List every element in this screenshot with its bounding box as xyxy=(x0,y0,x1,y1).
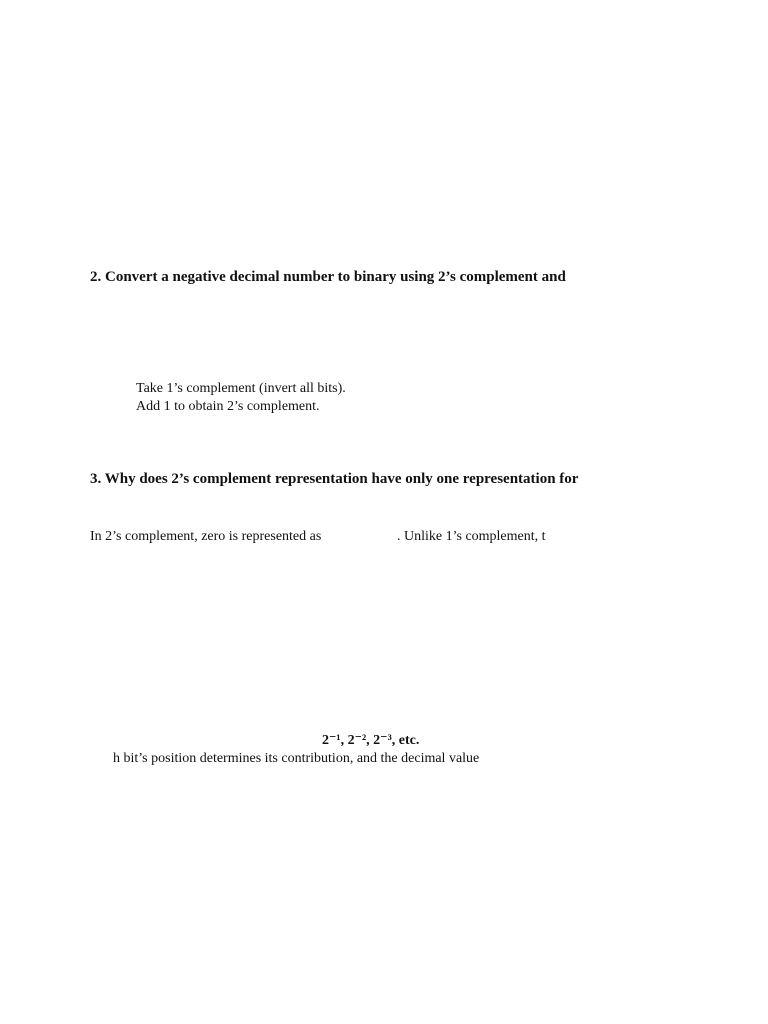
q2-step-add-one: Add 1 to obtain 2’s complement. xyxy=(136,399,320,414)
q3-answer-text-start: In 2’s complement, zero is represented as xyxy=(90,529,322,544)
question-2-heading: 2. Convert a negative decimal number to binary using 2’s complement and xyxy=(90,269,566,285)
q2-step-ones-complement: Take 1’s complement (invert all bits). xyxy=(136,381,346,396)
question-3-heading: 3. Why does 2’s complement representation have only one representation for xyxy=(90,471,579,487)
q3-answer-text-continued: . Unlike 1’s complement, t xyxy=(397,529,546,544)
fraction-powers-text: 2⁻¹, 2⁻², 2⁻³, etc. xyxy=(322,733,420,748)
bit-position-note: h bit’s position determines its contribution, and the decimal value xyxy=(113,751,480,766)
